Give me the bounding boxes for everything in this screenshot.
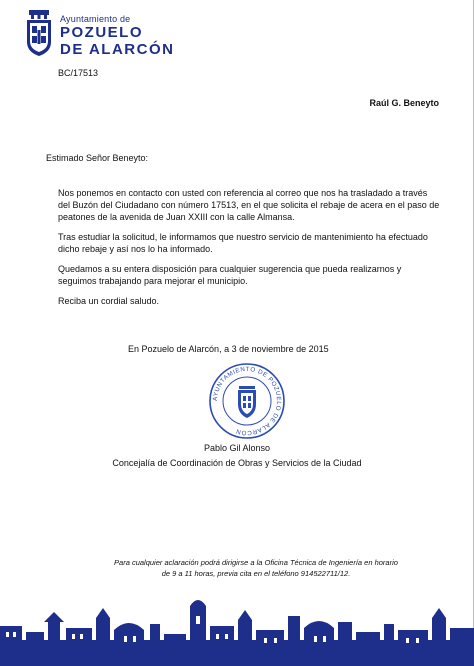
logo-line-2: POZUELO (60, 24, 144, 41)
skyline-graphic (0, 596, 474, 666)
body-paragraph-2: Tras estudiar la solicitud, le informamos que nuestro servicio de mantenimiento ha efectuado dicho rebaje y así nos lo ha informado. (58, 232, 428, 254)
closing-line: Reciba un cordial saludo. (58, 296, 160, 306)
reference-number: BC/17513 (58, 68, 99, 78)
signer-name: Pablo Gil Alonso (203, 443, 271, 453)
svg-text:AYUNTAMIENTO DE POZUELO DE ALA: AYUNTAMIENTO DE POZUELO DE ALARCÓN (211, 365, 283, 437)
footer-note-line-1: Para cualquier aclaración podrá dirigirse a la Oficina Técnica de Ingeniería en horario (114, 558, 398, 567)
recipient-name: Raúl G. Beneyto (369, 98, 439, 108)
greeting: Estimado Señor Beneyto: (46, 153, 149, 163)
seal-icon (208, 362, 286, 440)
body-paragraph-1: Nos ponemos en contacto con usted con referencia al correo que nos ha trasladado a través del Buzón del Ciudadano con número 17513, en el que solicita el rebaje de acera en el paso de peatones de la avenida de Juan XXIII con la calle Almansa. (58, 188, 440, 222)
municipality-logo-text (60, 14, 174, 58)
footer-note-line-2: de 9 a 11 horas, previa cita en el teléfono 914522711/12. (161, 569, 351, 578)
letter-body (58, 187, 440, 315)
body-paragraph-3: Quedamos a su entera disposición para cualquier sugerencia que pueda realizarnos y seguimos trabajando para mejorar el municipio. (58, 264, 402, 286)
crest-icon (26, 10, 52, 56)
logo-line-3: DE ALARCÓN (60, 41, 175, 58)
footer-note (76, 557, 436, 579)
date-line: En Pozuelo de Alarcón, a 3 de noviembre de 2015 (128, 344, 329, 354)
signer-department: Concejalía de Coordinación de Obras y Servicios de la Ciudad (112, 458, 362, 468)
logo-line-1: Ayuntamiento de (60, 14, 131, 24)
